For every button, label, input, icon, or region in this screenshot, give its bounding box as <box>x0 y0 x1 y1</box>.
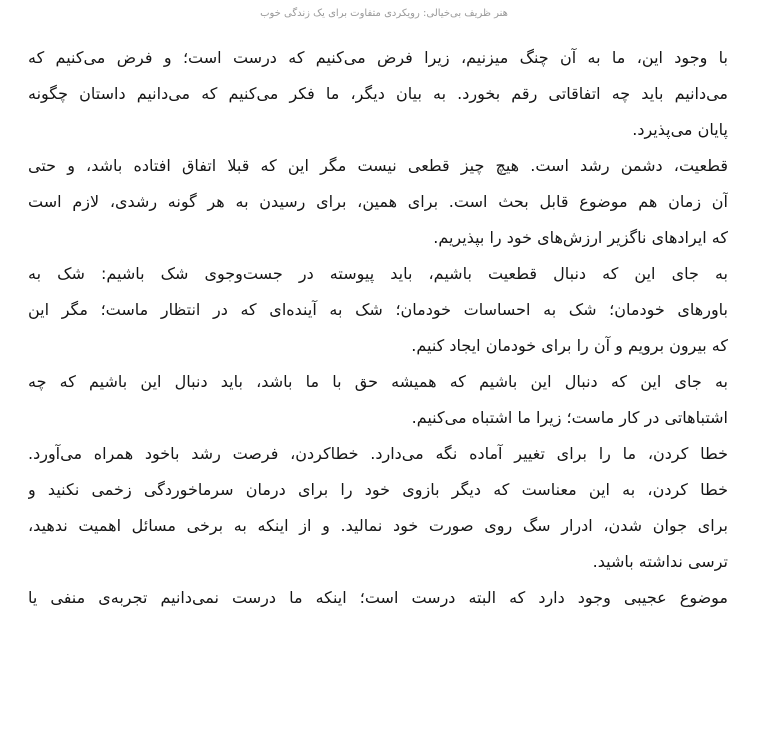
paragraph <box>28 436 728 580</box>
text-line: آن زمان هم موضوع قابل بحث است. برای همین، برای رسیدن به هر گونه رشدی، لازم است <box>28 192 728 211</box>
text-line: به جای این که دنبال این باشیم که همیشه حق با ما باشد، باید دنبال این باشیم که چه <box>28 372 728 391</box>
text-line: اشتباهاتی در کار ماست؛ زیرا ما اشتباه می‌کنیم. <box>411 408 728 427</box>
paragraph <box>28 40 728 148</box>
text-line: باورهای خودمان؛ شک به احساسات خودمان؛ شک به آینده‌ای که در انتظار ماست؛ مگر این <box>28 300 728 319</box>
text-line: ترسی نداشته باشید. <box>592 552 728 571</box>
text-line: که ایرادهای ناگزیر ارزش‌های خود را بپذیریم. <box>433 228 728 247</box>
paragraph <box>28 364 728 436</box>
text-line: با وجود این، ما به آن چنگ میزنیم، زیرا فرض می‌کنیم که درست است؛ و فرض می‌کنیم که <box>28 48 728 67</box>
paragraph <box>28 256 728 364</box>
text-line: موضوع عجیبی وجود دارد که البته درست است؛ اینکه ما درست نمی‌دانیم تجربه‌ی منفی یا <box>28 588 728 607</box>
text-line: به جای این که دنبال قطعیت باشیم، باید پیوسته در جست‌وجوی شک باشیم: شک به <box>28 264 728 283</box>
paragraph <box>28 148 728 256</box>
text-line: برای جوان شدن، ادرار سگ روی صورت خود نمالید. و از اینکه به برخی مسائل اهمیت ندهید، <box>28 516 728 535</box>
paragraph <box>28 580 728 616</box>
text-line: پایان می‌پذیرد. <box>632 120 728 139</box>
running-header: هنر ظریف بی‌خیالی: رویکردی متفاوت برای یک زندگی خوب <box>260 8 508 19</box>
text-line: می‌دانیم باید چه اتفاقاتی رقم بخورد. به بیان دیگر، ما فکر می‌کنیم که می‌دانیم داستان چگونه <box>28 84 728 103</box>
text-line: که بیرون برویم و آن را برای خودمان ایجاد کنیم. <box>411 336 728 355</box>
text-line: قطعیت، دشمن رشد است. هیچ چیز قطعی نیست مگر این که قبلا اتفاق افتاده باشد، و حتی <box>28 156 728 175</box>
text-line: خطا کردن، به این معناست که دیگر بازوی خود را برای درمان سرماخوردگی زخمی نکنید و <box>28 480 728 499</box>
body-text <box>28 40 728 616</box>
text-line: خطا کردن، ما را برای تغییر آماده نگه می‌دارد. خطاکردن، فرصت رشد باخود همراه می‌آورد. <box>28 444 728 463</box>
